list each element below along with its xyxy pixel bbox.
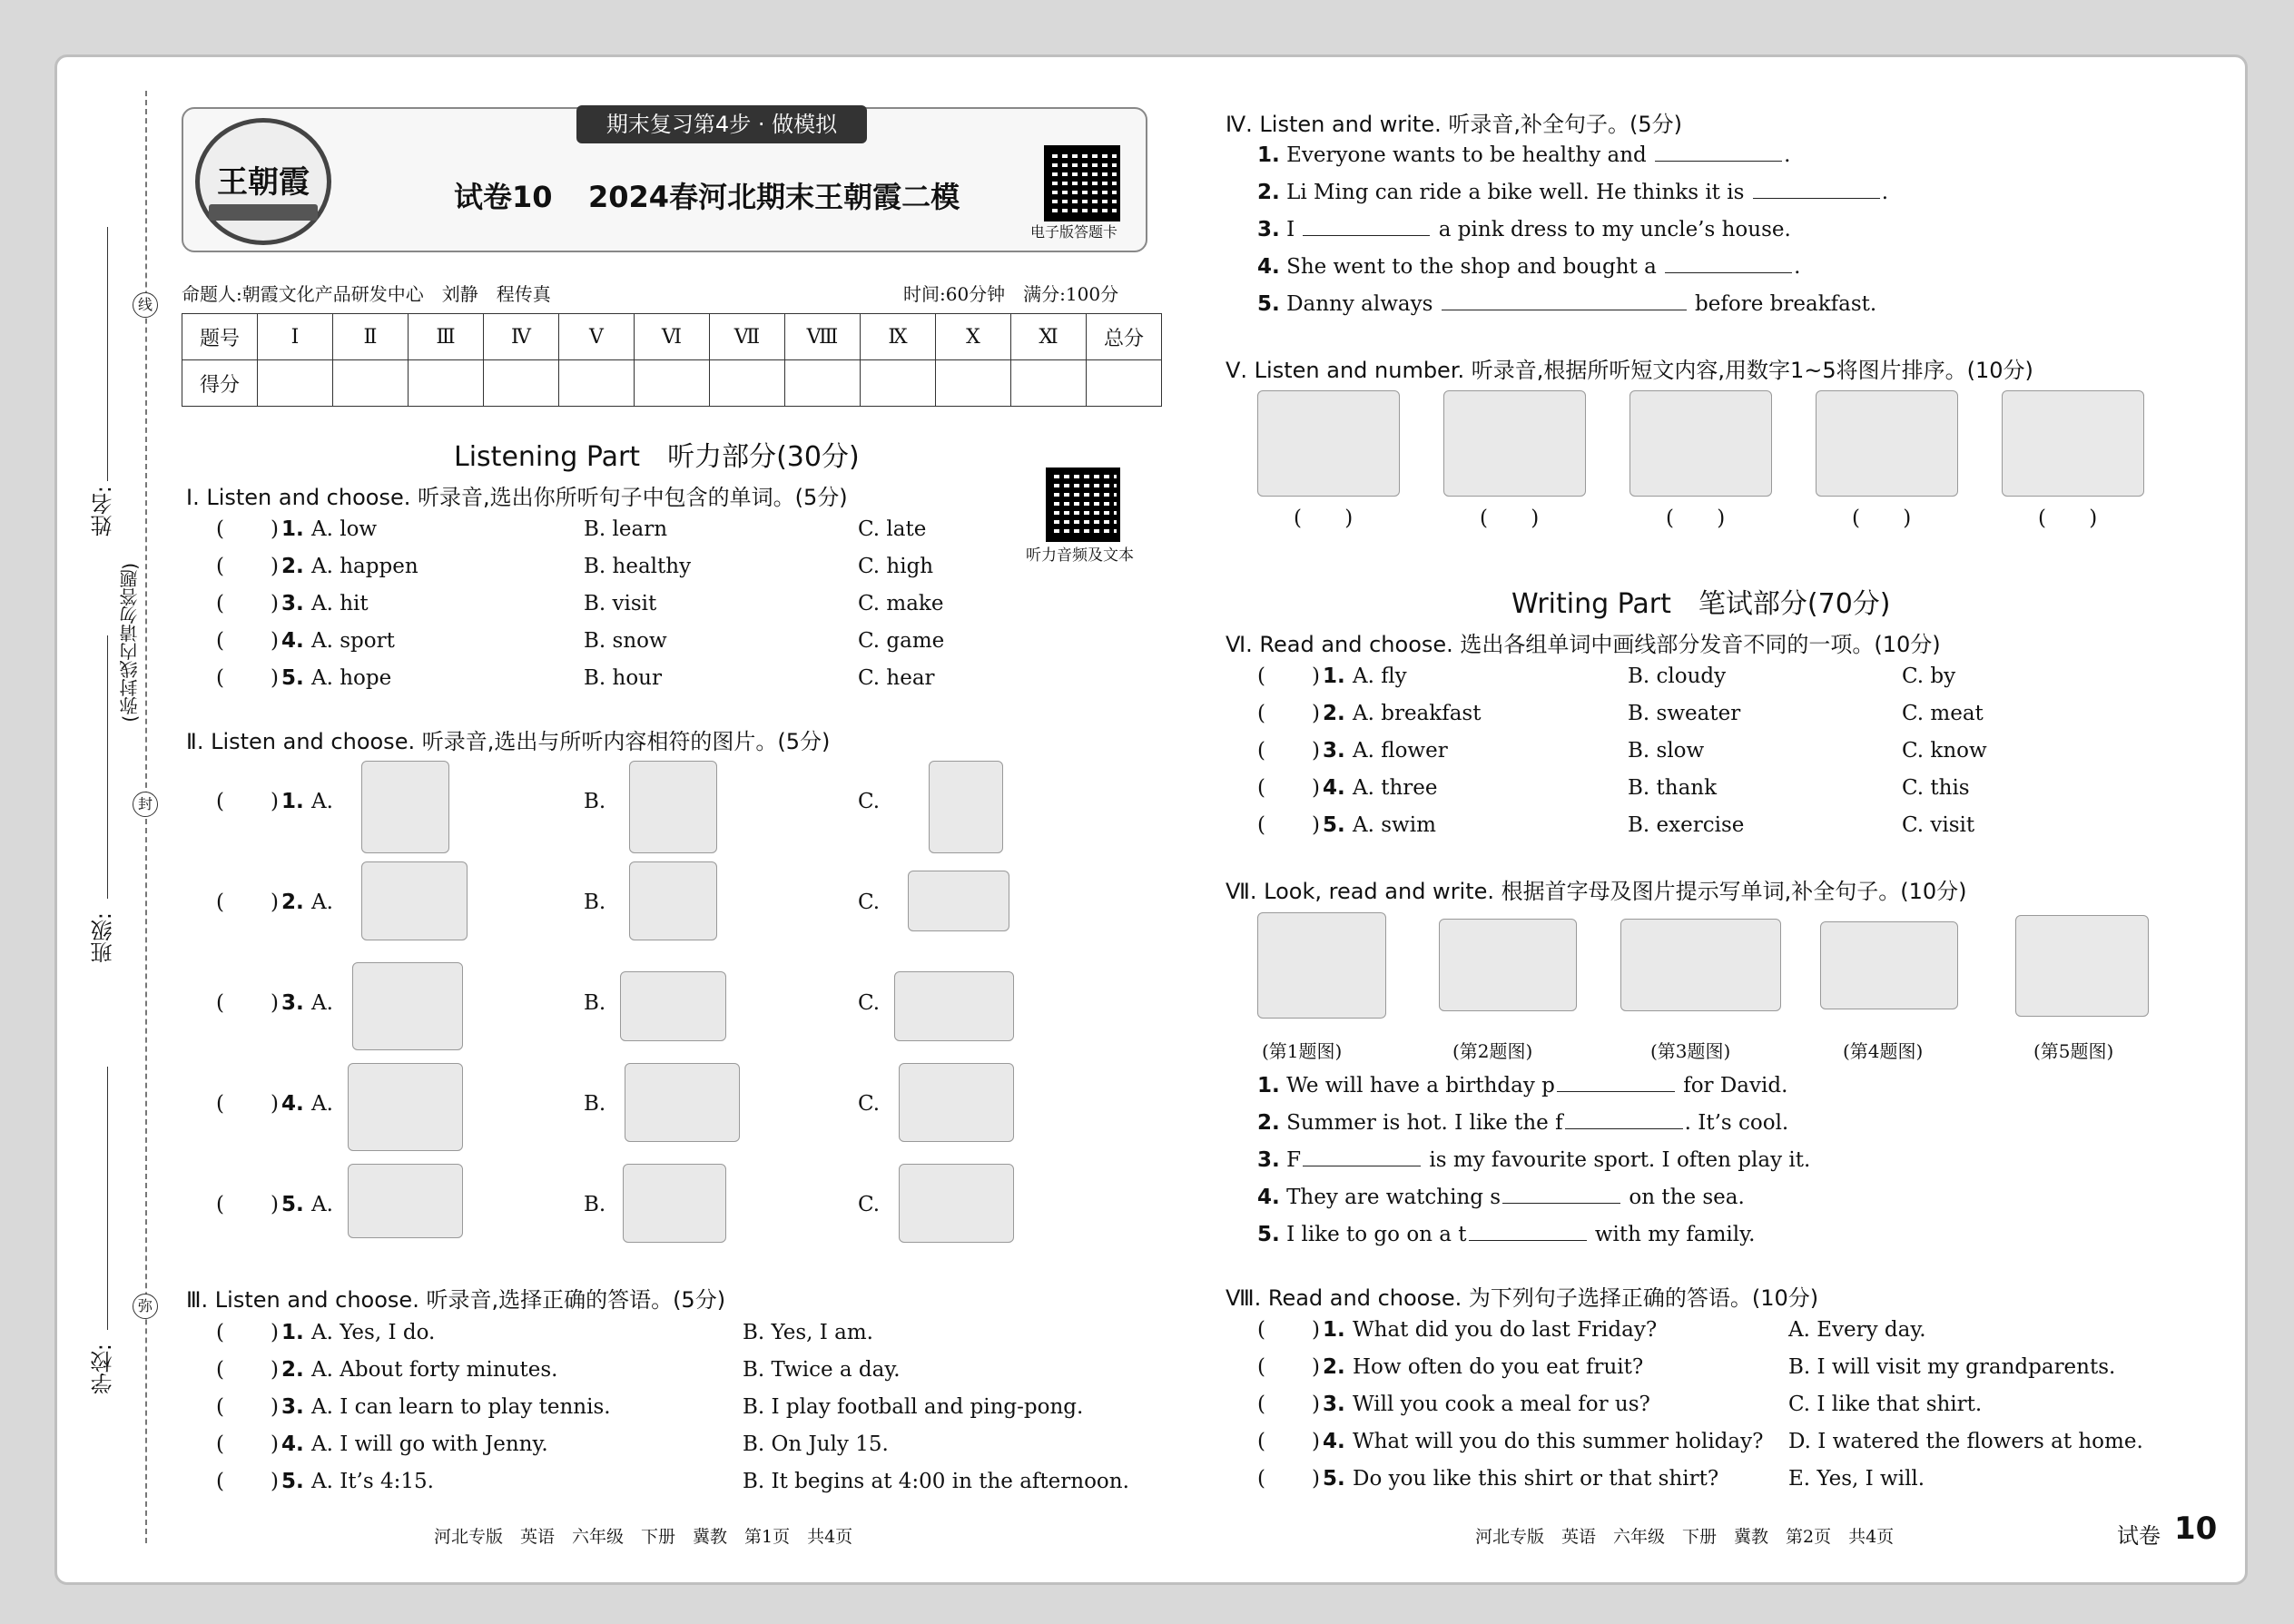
- sentence-end: .: [1794, 255, 1801, 279]
- list-item[interactable]: ( ) 4. What will you do this summer holiday? D. I watered the flowers at home.: [1257, 1430, 2143, 1453]
- option-c: C. hear: [858, 666, 935, 690]
- ships-picture: [1820, 921, 1958, 1009]
- time-score: 时间:60分钟 满分:100分: [903, 283, 1119, 305]
- option-c: C. high: [858, 555, 934, 578]
- ping-pong-picture[interactable]: [894, 971, 1014, 1041]
- question: Do you like this shirt or that shirt?: [1353, 1467, 1719, 1491]
- item-number: 3.: [1323, 739, 1345, 763]
- option-c: C. make: [858, 592, 944, 615]
- list-item[interactable]: ( ) 3. A. flower B. slow C. know: [1257, 739, 1987, 763]
- caption: (第2题图): [1452, 1040, 1533, 1062]
- page-title: 2024春河北期末王朝霞二模: [588, 180, 960, 214]
- item-number: 1.: [1323, 1318, 1345, 1342]
- picture-row: ( ) 1. A. B. C.: [216, 761, 1033, 861]
- list-item[interactable]: ( ) 4. A. three B. thank C. this: [1257, 776, 1970, 800]
- item-number: 4.: [281, 1432, 304, 1456]
- score-header-row: [182, 314, 1162, 360]
- item-number: 5.: [1323, 1467, 1345, 1491]
- option-b: B. Yes, I am.: [743, 1321, 873, 1344]
- list-item[interactable]: ( ) 1. A. fly B. cloudy C. by: [1257, 664, 1956, 688]
- item-number: 4.: [1323, 1430, 1345, 1453]
- item-number: 4.: [1257, 255, 1280, 279]
- option-a: A. flower: [1353, 739, 1448, 763]
- option-a: A.: [311, 991, 333, 1015]
- list-item[interactable]: ( ) 2. A. breakfast B. sweater C. meat: [1257, 702, 1984, 725]
- item-number: 2.: [1257, 1111, 1280, 1135]
- list-item[interactable]: ( ) 2. A. About forty minutes. B. Twice a day.: [216, 1358, 901, 1382]
- option-a: A. low: [311, 517, 378, 541]
- picnic-picture[interactable]: [348, 1063, 463, 1151]
- option-c: C.: [858, 1092, 881, 1116]
- basketball-picture[interactable]: [352, 962, 463, 1050]
- section-6-heading: Ⅵ. Read and choose. 选出各组单词中画线部分发音不同的一项。(10分): [1226, 632, 1941, 657]
- sentence-start: F: [1286, 1148, 1302, 1172]
- item-number: 1.: [281, 790, 304, 813]
- class-field[interactable]: [107, 635, 108, 899]
- score-input[interactable]: [559, 360, 635, 407]
- story-picture-2: [1443, 390, 1586, 497]
- sentence-end: a pink dress to my uncle’s house.: [1438, 218, 1791, 241]
- section-2-list: [216, 761, 1033, 1265]
- answer-blank[interactable]: [1557, 1090, 1675, 1092]
- list-item: [1257, 292, 2074, 330]
- list-item[interactable]: ( ) 2. How often do you eat fruit? B. I will visit my grandparents.: [1257, 1355, 2116, 1379]
- item-number: 3.: [1257, 218, 1280, 241]
- audio-qr-icon[interactable]: [1046, 468, 1120, 542]
- score-input[interactable]: [710, 360, 785, 407]
- story-picture-4: [1816, 390, 1958, 497]
- score-cell: Ⅷ: [785, 314, 861, 360]
- option-a: A. swim: [1353, 813, 1436, 837]
- section-4-heading: Ⅳ. Listen and write. 听录音,补全句子。(5分): [1226, 112, 1682, 137]
- option-b: B. snow: [584, 629, 667, 653]
- option-c: C.: [858, 790, 881, 813]
- sentence-start: We will have a birthday p: [1286, 1074, 1555, 1097]
- sentence-end: with my family.: [1594, 1223, 1756, 1246]
- score-input[interactable]: [785, 360, 861, 407]
- sentence-end: is my favourite sport. I often play it.: [1429, 1148, 1811, 1172]
- option-a: A. hit: [311, 592, 369, 615]
- item-number: 4.: [281, 629, 304, 653]
- question: Will you cook a meal for us?: [1353, 1393, 1650, 1416]
- sentence-end: for David.: [1683, 1074, 1788, 1097]
- option-b: B. hour: [584, 666, 662, 690]
- item-number: 5.: [1257, 1223, 1280, 1246]
- option-b: B. cloudy: [1628, 664, 1727, 688]
- boy-running-picture[interactable]: [629, 761, 717, 853]
- sentence-start: I: [1286, 218, 1295, 241]
- answer-option: A. Every day.: [1788, 1318, 1926, 1342]
- score-cell: Ⅵ: [635, 314, 710, 360]
- sentence-start: She went to the shop and bought a: [1286, 255, 1657, 279]
- audio-caption: 听力音频及文本: [1026, 546, 1134, 565]
- option-a: A. happen: [311, 555, 418, 578]
- answer-option: C. I like that shirt.: [1788, 1393, 1983, 1416]
- caption: (第4题图): [1843, 1040, 1924, 1062]
- sentence-end: before breakfast.: [1695, 292, 1877, 316]
- list-item[interactable]: ( ) 4. A. sport B. snow C. game: [216, 629, 945, 653]
- option-a: A. hope: [311, 666, 392, 690]
- option-a: A. fly: [1353, 664, 1407, 688]
- boy-cycling-picture[interactable]: [361, 761, 449, 853]
- option-a: A. About forty minutes.: [311, 1358, 558, 1382]
- item-number: 1.: [1257, 1074, 1280, 1097]
- seal-mark-xian: 线: [133, 292, 158, 318]
- score-cell: 总分: [1087, 314, 1162, 360]
- footer-left: 河北专版 英语 六年级 下册 冀教 第1页 共4页: [434, 1527, 853, 1547]
- seal-mark-mi: 弥: [133, 1294, 158, 1319]
- item-number: 3.: [281, 1395, 304, 1419]
- item-number: 5.: [281, 666, 304, 690]
- option-a: A.: [311, 790, 333, 813]
- section-8-list: [1257, 1318, 2165, 1504]
- boy-walking-picture[interactable]: [929, 761, 1003, 853]
- footer-right: 河北专版 英语 六年级 下册 冀教 第2页 共4页: [1475, 1527, 1895, 1547]
- item-number: 5.: [281, 1193, 304, 1216]
- sentence-end: on the sea.: [1629, 1186, 1745, 1209]
- item-number: 5.: [1257, 292, 1280, 316]
- section-7-list: [1257, 1074, 2074, 1260]
- logo-text: 王朝霞: [217, 164, 310, 201]
- option-a: A. breakfast: [1353, 702, 1482, 725]
- option-b: B. It begins at 4:00 in the afternoon.: [743, 1470, 1129, 1493]
- answer-slot[interactable]: ( ): [1480, 507, 1540, 530]
- option-a: A.: [311, 891, 333, 914]
- option-b: B. exercise: [1628, 813, 1745, 837]
- seal-mark-feng: 封: [133, 792, 158, 817]
- option-a: A.: [311, 1092, 333, 1116]
- option-c: C. know: [1902, 739, 1987, 763]
- section-3-heading: Ⅲ. Listen and choose. 听录音,选择正确的答语。(5分): [186, 1287, 726, 1313]
- caption: (第5题图): [2033, 1040, 2114, 1062]
- list-item[interactable]: ( ) 5. A. hope B. hour C. hear: [216, 666, 935, 690]
- sentence-end: .: [1881, 181, 1889, 204]
- football-picture[interactable]: [620, 971, 726, 1041]
- list-item: [1257, 143, 2074, 181]
- item-number: 3.: [281, 592, 304, 615]
- answer-slot[interactable]: ( ): [1666, 507, 1726, 530]
- item-number: 3.: [1323, 1393, 1345, 1416]
- bus-picture[interactable]: [623, 1164, 726, 1243]
- sentence-start: Summer is hot. I like the f: [1286, 1111, 1563, 1135]
- answer-blank[interactable]: [1303, 234, 1430, 236]
- option-a: A. I will go with Jenny.: [311, 1432, 548, 1456]
- item-number: 2.: [281, 1358, 304, 1382]
- school-field[interactable]: [107, 1067, 108, 1330]
- item-number: 5.: [281, 1470, 304, 1493]
- story-picture-3: [1629, 390, 1772, 497]
- item-number: 4.: [1323, 776, 1345, 800]
- list-item[interactable]: ( ) 2. A. happen B. healthy C. high: [216, 555, 934, 578]
- option-c: C. game: [858, 629, 945, 653]
- answer-option: B. I will visit my grandparents.: [1788, 1355, 2116, 1379]
- sentence-end: .: [1784, 143, 1791, 167]
- caption: (第1题图): [1262, 1040, 1343, 1062]
- score-input[interactable]: [258, 360, 333, 407]
- option-a: A.: [311, 1193, 333, 1216]
- section-2-heading: Ⅱ. Listen and choose. 听录音,选出与所听内容相符的图片。(5分): [186, 729, 831, 754]
- answer-blank[interactable]: [1655, 160, 1782, 162]
- score-table: [182, 313, 1162, 407]
- picture-row: ( ) 4. A. B. C.: [216, 1063, 1033, 1164]
- football-goal-picture: [1620, 919, 1781, 1011]
- class-label: 班级:: [91, 912, 116, 964]
- score-input[interactable]: [936, 360, 1011, 407]
- story-picture-5: [2002, 390, 2144, 497]
- list-item[interactable]: ( ) 5. A. swim B. exercise C. visit: [1257, 813, 1975, 837]
- option-a: A. Yes, I do.: [311, 1321, 436, 1344]
- score-cell: Ⅸ: [861, 314, 936, 360]
- sentence-start: Li Ming can ride a bike well. He thinks it is: [1286, 181, 1745, 204]
- answer-slot[interactable]: ( ): [1294, 507, 1354, 530]
- sentence-start: They are watching s: [1286, 1186, 1501, 1209]
- score-input[interactable]: [409, 360, 484, 407]
- qr-code-icon[interactable]: [1044, 145, 1120, 221]
- sentence-start: Danny always: [1286, 292, 1433, 316]
- answer-blank[interactable]: [1469, 1239, 1587, 1241]
- list-item[interactable]: ( ) 1. What did you do last Friday? A. Every day.: [1257, 1318, 1926, 1342]
- option-c: C.: [858, 891, 881, 914]
- option-b: B. learn: [584, 517, 668, 541]
- item-number: 4.: [281, 1092, 304, 1116]
- answer-blank[interactable]: [1502, 1202, 1620, 1204]
- score-value-row: [182, 360, 1162, 407]
- option-b: B.: [584, 891, 606, 914]
- score-cell: Ⅺ: [1011, 314, 1087, 360]
- option-a: A. I can learn to play tennis.: [311, 1395, 611, 1419]
- question: What will you do this summer holiday?: [1353, 1430, 1764, 1453]
- swimming-picture[interactable]: [625, 1063, 740, 1142]
- score-cell: Ⅲ: [409, 314, 484, 360]
- item-number: 4.: [1257, 1186, 1280, 1209]
- answer-blank[interactable]: [1665, 271, 1792, 273]
- plane-picture[interactable]: [348, 1164, 463, 1238]
- authors: 命题人:朝霞文化产品研发中心 刘静 程传真: [182, 283, 551, 305]
- answer-blank[interactable]: [1753, 197, 1880, 199]
- picture-row: ( ) 3. A. B. C.: [216, 962, 1033, 1063]
- section-1-list: [216, 517, 1033, 704]
- option-b: B. thank: [1628, 776, 1718, 800]
- seal-note: (弥封线内请勿答题): [119, 563, 141, 723]
- listening-title: Listening Part 听力部分(30分): [454, 441, 860, 473]
- section-5-heading: Ⅴ. Listen and number. 听录音,根据所听短文内容,用数字1~5将图片排序。(10分): [1226, 358, 2033, 383]
- score-cell: Ⅶ: [710, 314, 785, 360]
- sentence-start: I like to go on a t: [1286, 1223, 1467, 1246]
- option-b: B. Twice a day.: [743, 1358, 901, 1382]
- answer-blank[interactable]: [1303, 1165, 1421, 1166]
- item-number: 2.: [281, 891, 304, 914]
- option-b: B. healthy: [584, 555, 692, 578]
- brand-logo: [195, 118, 331, 245]
- option-b: B. On July 15.: [743, 1432, 889, 1456]
- list-item[interactable]: ( ) 5. A. It’s 4:15. B. It begins at 4:00 in the afternoon.: [216, 1470, 1129, 1493]
- item-number: 2.: [1323, 1355, 1345, 1379]
- score-input[interactable]: [1011, 360, 1087, 407]
- option-c: C.: [858, 991, 881, 1015]
- answer-option: D. I watered the flowers at home.: [1788, 1430, 2143, 1453]
- boating-picture[interactable]: [899, 1063, 1014, 1142]
- score-input[interactable]: [1087, 360, 1162, 407]
- option-a: A. It’s 4:15.: [311, 1470, 434, 1493]
- option-c: C. visit: [1902, 813, 1975, 837]
- item-number: 2.: [281, 555, 304, 578]
- list-item[interactable]: ( ) 5. Do you like this shirt or that shirt? E. Yes, I will.: [1257, 1467, 1925, 1491]
- option-b: B. sweater: [1628, 702, 1741, 725]
- score-input[interactable]: [861, 360, 936, 407]
- birthday-party-picture: [1257, 912, 1386, 1019]
- name-field[interactable]: [107, 227, 108, 481]
- list-item: [1257, 218, 2074, 255]
- food-picture-a[interactable]: [361, 861, 468, 940]
- fan-picture: [1439, 919, 1577, 1011]
- paper-number: 试卷10: [454, 180, 553, 214]
- list-item: [1257, 1223, 2074, 1260]
- option-a: A. three: [1353, 776, 1438, 800]
- answer-option: E. Yes, I will.: [1788, 1467, 1925, 1491]
- sentence-start: Everyone wants to be healthy and: [1286, 143, 1647, 167]
- answer-blank[interactable]: [1565, 1127, 1683, 1129]
- item-number: 1.: [1323, 664, 1345, 688]
- section-8-heading: Ⅷ. Read and choose. 为下列句子选择正确的答语。(10分): [1226, 1285, 1819, 1311]
- option-b: B.: [584, 991, 606, 1015]
- paper-badge-number: 10: [2174, 1511, 2218, 1547]
- section-6-list: [1257, 664, 2165, 851]
- picture-row: ( ) 5. A. B. C.: [216, 1164, 1033, 1265]
- school-label: 学校:: [91, 1343, 116, 1395]
- paper-badge-label: 试卷: [2117, 1523, 2161, 1549]
- score-input[interactable]: [484, 360, 559, 407]
- food-picture-c[interactable]: [908, 871, 1009, 931]
- item-number: 1.: [281, 517, 304, 541]
- option-b: B.: [584, 1092, 606, 1116]
- score-label: 得分: [182, 360, 258, 407]
- list-item[interactable]: ( ) 3. A. hit B. visit C. make: [216, 592, 944, 615]
- option-c: C. by: [1902, 664, 1956, 688]
- item-number: 3.: [281, 991, 304, 1015]
- writing-title: Writing Part 笔试部分(70分): [1511, 588, 1891, 620]
- step-tag: 期末复习第4步 · 做模拟: [576, 105, 867, 143]
- name-label: 姓名:: [91, 486, 116, 537]
- list-item: [1257, 1148, 2074, 1186]
- list-item: [1257, 1186, 2074, 1223]
- item-number: 2.: [1257, 181, 1280, 204]
- section-4-list: [1257, 143, 2074, 330]
- sentence-end: . It’s cool.: [1684, 1111, 1789, 1135]
- section-3-list: [216, 1321, 1129, 1507]
- option-b: B. visit: [584, 592, 657, 615]
- answer-slot[interactable]: ( ): [1852, 507, 1912, 530]
- item-number: 3.: [1257, 1148, 1280, 1172]
- item-number: 2.: [1323, 702, 1345, 725]
- score-cell: 题号: [182, 314, 258, 360]
- list-item: [1257, 1111, 2074, 1148]
- question: What did you do last Friday?: [1353, 1318, 1658, 1342]
- score-input[interactable]: [333, 360, 409, 407]
- list-item: [1257, 1074, 2074, 1111]
- option-b: B.: [584, 790, 606, 813]
- score-cell: Ⅱ: [333, 314, 409, 360]
- list-item[interactable]: ( ) 4. A. I will go with Jenny. B. On July 15.: [216, 1432, 889, 1456]
- list-item[interactable]: ( ) 1. A. Yes, I do. B. Yes, I am.: [216, 1321, 873, 1344]
- list-item[interactable]: ( ) 3. A. I can learn to play tennis. B. I play football and ping-pong.: [216, 1395, 1084, 1419]
- option-a: A. sport: [311, 629, 395, 653]
- item-number: 1.: [1257, 143, 1280, 167]
- picture-row: ( ) 2. A. B. C.: [216, 861, 1033, 962]
- item-number: 5.: [1323, 813, 1345, 837]
- food-picture-b[interactable]: [629, 861, 717, 940]
- score-cell: Ⅹ: [936, 314, 1011, 360]
- option-c: C.: [858, 1193, 881, 1216]
- item-number: 1.: [281, 1321, 304, 1344]
- list-item[interactable]: ( ) 3. Will you cook a meal for us? C. I like that shirt.: [1257, 1393, 1983, 1416]
- list-item: [1257, 181, 2074, 218]
- section-1-heading: Ⅰ. Listen and choose. 听录音,选出你所听句子中包含的单词。(5分): [186, 485, 848, 510]
- option-c: C. meat: [1902, 702, 1984, 725]
- question: How often do you eat fruit?: [1353, 1355, 1644, 1379]
- option-c: C. late: [858, 517, 927, 541]
- option-b: B. slow: [1628, 739, 1705, 763]
- score-cell: Ⅳ: [484, 314, 559, 360]
- section-7-heading: Ⅶ. Look, read and write. 根据首字母及图片提示写单词,补全句子。(10分): [1226, 879, 1967, 904]
- list-item: [1257, 255, 2074, 292]
- train-picture[interactable]: [899, 1164, 1014, 1243]
- option-b: B. I play football and ping-pong.: [743, 1395, 1084, 1419]
- family-trip-picture: [2015, 915, 2149, 1017]
- story-picture-1: [1257, 390, 1400, 497]
- caption: (第3题图): [1650, 1040, 1731, 1062]
- answer-slot[interactable]: ( ): [2038, 507, 2098, 530]
- option-c: C. this: [1902, 776, 1970, 800]
- qr-caption: 电子版答题卡: [1030, 223, 1118, 241]
- score-input[interactable]: [635, 360, 710, 407]
- option-b: B.: [584, 1193, 606, 1216]
- answer-blank[interactable]: [1442, 309, 1687, 310]
- score-cell: Ⅰ: [258, 314, 333, 360]
- list-item[interactable]: ( ) 1. A. low B. learn C. late: [216, 517, 927, 541]
- score-cell: Ⅴ: [559, 314, 635, 360]
